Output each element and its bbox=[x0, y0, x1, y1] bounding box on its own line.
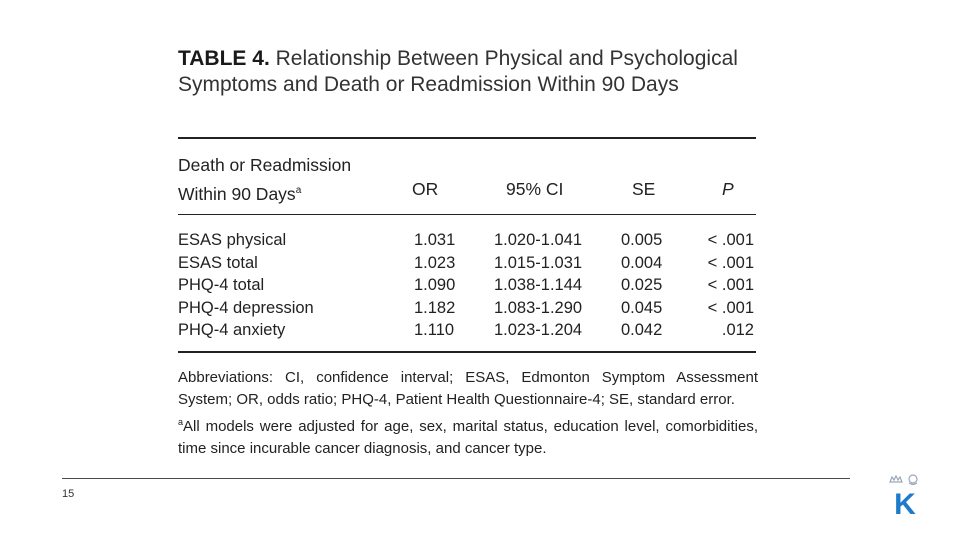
row-label: PHQ-4 anxiety bbox=[178, 321, 286, 339]
row-label: ESAS physical bbox=[178, 231, 287, 249]
page-number: 15 bbox=[62, 488, 75, 500]
crown-icon bbox=[890, 475, 917, 485]
row-p: < .001 bbox=[707, 231, 754, 249]
row-se: 0.025 bbox=[621, 276, 663, 294]
footnote-marker: a bbox=[178, 417, 184, 427]
row-label: PHQ-4 depression bbox=[178, 298, 314, 317]
row-ci: 1.038-1.144 bbox=[494, 276, 583, 294]
header-or: OR bbox=[412, 179, 439, 199]
top-rule bbox=[178, 137, 756, 139]
header-rule bbox=[178, 214, 756, 215]
table-row bbox=[178, 297, 756, 320]
logo-icon bbox=[884, 468, 926, 518]
footnote-text: All models were adjusted for age, sex, marital status, education level, comorbidities, time since incurable cancer diagnosis, and cancer type. bbox=[178, 418, 758, 457]
row-p: < .001 bbox=[707, 253, 754, 272]
row-or: 1.023 bbox=[414, 253, 456, 272]
footer-divider bbox=[62, 478, 850, 479]
table-title bbox=[178, 46, 758, 98]
row-or: 1.090 bbox=[414, 276, 456, 294]
row-p: .012 bbox=[721, 321, 754, 339]
row-p: < .001 bbox=[707, 298, 754, 317]
table-row bbox=[178, 229, 756, 252]
row-label: PHQ-4 total bbox=[178, 276, 265, 294]
header-outcome bbox=[178, 152, 351, 207]
row-p: < .001 bbox=[707, 276, 754, 294]
header-outcome-line1: Death or Readmission bbox=[178, 155, 352, 175]
bottom-rule bbox=[178, 351, 756, 353]
row-label: ESAS total bbox=[178, 253, 258, 272]
row-ci: 1.015-1.031 bbox=[494, 253, 583, 272]
row-ci: 1.020-1.041 bbox=[494, 231, 583, 249]
header-se: SE bbox=[632, 179, 656, 199]
row-or: 1.182 bbox=[414, 298, 456, 317]
row-se: 0.042 bbox=[621, 321, 663, 339]
table-title-text: Relationship Between Physical and Psychological Symptoms and Death or Readmission Within 90 Days bbox=[178, 47, 738, 96]
header-footnote-marker: a bbox=[295, 185, 302, 196]
row-or: 1.031 bbox=[414, 231, 456, 249]
header-outcome-line2: Within 90 Days bbox=[178, 183, 296, 204]
header-ci: 95% CI bbox=[506, 179, 564, 199]
row-se: 0.005 bbox=[621, 231, 663, 249]
table-notes bbox=[178, 367, 758, 460]
table-number: TABLE 4. bbox=[178, 47, 270, 70]
table-row bbox=[178, 274, 756, 297]
header-p: P bbox=[722, 179, 734, 199]
table-row bbox=[178, 319, 756, 342]
row-se: 0.045 bbox=[621, 298, 663, 317]
table-row bbox=[178, 252, 756, 275]
footnote bbox=[178, 411, 758, 460]
row-or: 1.110 bbox=[414, 321, 455, 339]
row-ci: 1.023-1.204 bbox=[494, 321, 583, 339]
row-ci: 1.083-1.290 bbox=[494, 298, 583, 317]
row-se: 0.004 bbox=[621, 253, 663, 272]
logo-letter: K bbox=[894, 488, 916, 518]
table-body bbox=[178, 229, 756, 342]
abbreviations-note: Abbreviations: CI, confidence interval; ESAS, Edmonton Symptom Assessment System; OR, odds ratio; PHQ-4, Patient Health Questionnaire-4; SE, standard error. bbox=[178, 369, 758, 408]
